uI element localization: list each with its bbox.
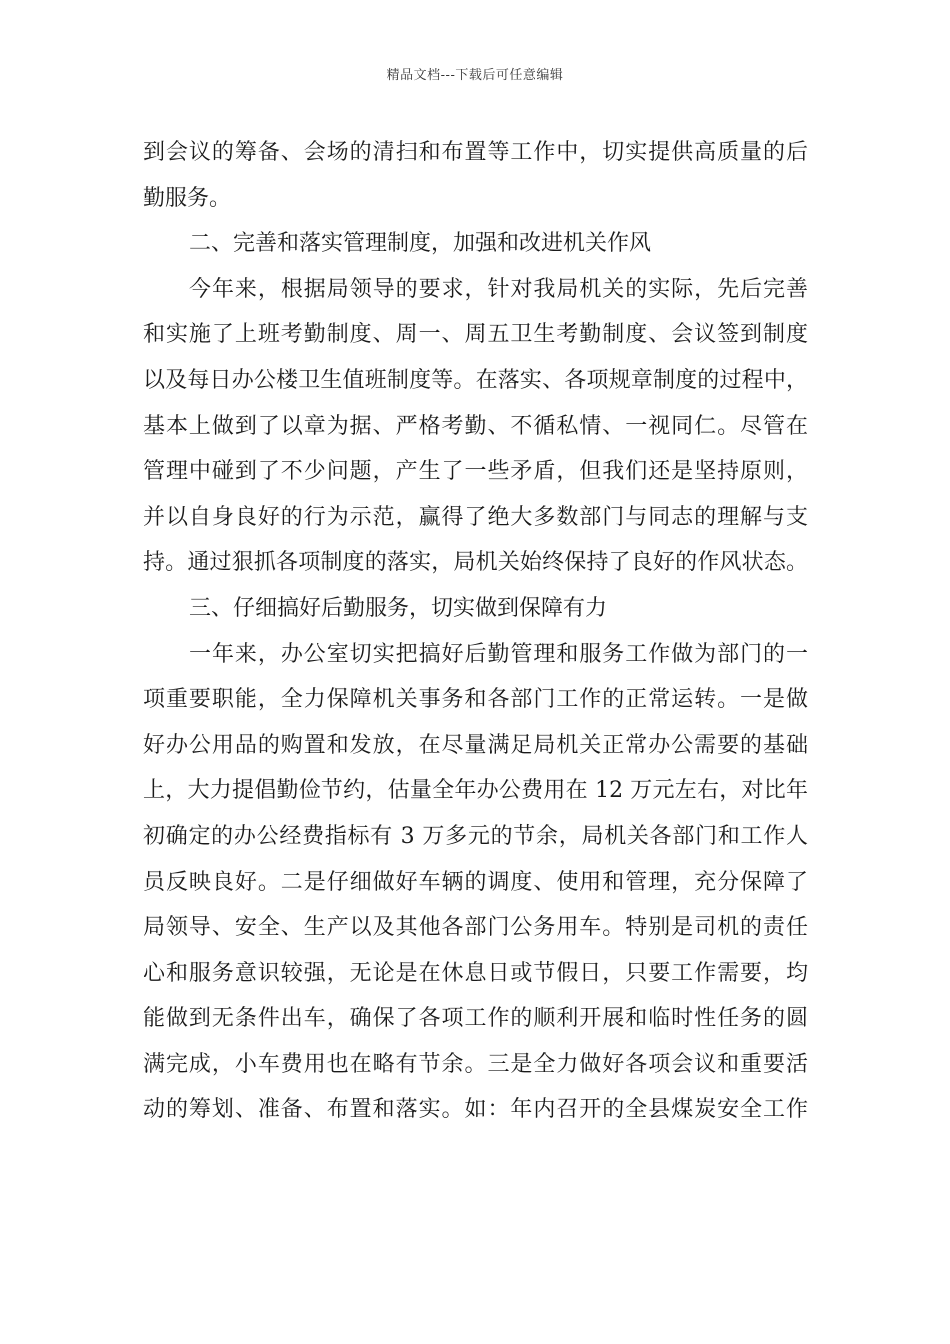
text-line: 上，大力提倡勤俭节约，估量全年办公费用在 12 万元左右，对比年 bbox=[143, 778, 808, 804]
document-body bbox=[143, 130, 808, 1133]
text-line: 并以自身良好的行为示范，赢得了绝大多数部门与同志的理解与支 bbox=[143, 504, 808, 530]
text-line: 到会议的筹备、会场的清扫和布置等工作中，切实提供高质量的后 bbox=[143, 140, 808, 165]
text-line: 能做到无条件出车，确保了各项工作的顺利开展和临时性任务的圆 bbox=[143, 1006, 808, 1032]
text-line: 和实施了上班考勤制度、周一、周五卫生考勤制度、会议签到制度 bbox=[143, 322, 808, 348]
text-line: 勤服务。 bbox=[143, 185, 232, 211]
text-line: 持。通过狠抓各项制度的落实，局机关始终保持了良好的作风状态。 bbox=[143, 550, 808, 576]
page-header: 精品文档---下载后可任意编辑 bbox=[386, 68, 564, 83]
section-heading: 三、仔细搞好后勤服务，切实做到保障有力 bbox=[189, 595, 608, 621]
text-line: 心和服务意识较强，无论是在休息日或节假日，只要工作需要，均 bbox=[143, 960, 808, 986]
text-line: 管理中碰到了不少问题，产生了一些矛盾，但我们还是坚持原则， bbox=[143, 459, 808, 485]
section-heading: 二、完善和落实管理制度，加强和改进机关作风 bbox=[189, 231, 652, 257]
text-line: 员反映良好。二是仔细做好车辆的调度、使用和管理，充分保障了 bbox=[143, 869, 808, 895]
text-line: 初确定的办公经费指标有 3 万多元的节余，局机关各部门和工作人 bbox=[143, 823, 808, 849]
text-line: 一年来，办公室切实把搞好后勤管理和服务工作做为部门的一 bbox=[189, 641, 808, 667]
text-line: 好办公用品的购置和发放，在尽量满足局机关正常办公需要的基础 bbox=[143, 732, 808, 758]
text-line: 动的筹划、准备、布置和落实。如：年内召开的全县煤炭安全工作 bbox=[143, 1097, 808, 1123]
text-line: 局领导、安全、生产以及其他各部门公务用车。特别是司机的责任 bbox=[143, 915, 808, 941]
text-line: 满完成，小车费用也在略有节余。三是全力做好各项会议和重要活 bbox=[143, 1051, 808, 1077]
text-line: 今年来，根据局领导的要求，针对我局机关的实际，先后完善 bbox=[189, 276, 808, 302]
text-line: 基本上做到了以章为据、严格考勤、不循私情、一视同仁。尽管在 bbox=[143, 413, 808, 439]
text-line: 项重要职能，全力保障机关事务和各部门工作的正常运转。一是做 bbox=[143, 687, 808, 713]
text-line: 以及每日办公楼卫生值班制度等。在落实、各项规章制度的过程中， bbox=[143, 367, 808, 393]
